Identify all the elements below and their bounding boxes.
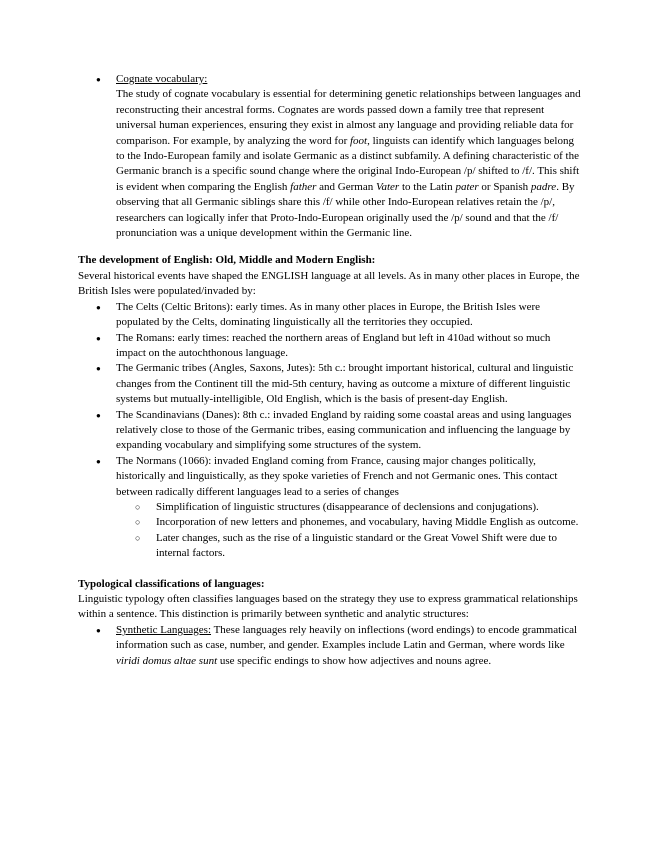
sub-bullet-icon: ○ [135, 501, 141, 512]
bullet-icon: ● [96, 75, 101, 84]
list-item: ● The Germanic tribes (Angles, Saxons, Jutes): 5th c.: brought important historical, cultural and linguistic changes from the Continent till the mid-5th century, having as outcome a mixture of different linguistic systems but mutually-intelligible, Old English, which is the basis of present-day English. [96, 362, 574, 406]
bullet-icon: ● [96, 302, 101, 312]
synthetic-label: Synthetic Languages: [116, 623, 212, 636]
cognate-paragraph: The study of cognate vocabulary is essential for determining genetic relationships between languages and reconstructing their ancestral forms. Cognates are words passed down a family tree that represent universal human experiences, ensuring they exist in almost any language and providing reliable data for comparison. For example, by analyzing the word for foot, linguists can identify which languages belong to the Indo-European family and isolate Germanic as a distinct subfamily. A defining characteristic of the Germanic branch is a specific sound change where the original Indo-European /p/ shifted to /f/. This shift is evident when comparing the English father and German Vater to the Latin pater or Spanish padre. By observing that all Germanic siblings share this /f/ while other Indo-European relatives retain the /p/, researchers can logically infer that Proto-Indo-European originally used the /p/ sound and that the /f/ pronunciation was a unique development within the Germanic line. [116, 88, 581, 240]
bullet-icon: ● [96, 333, 101, 343]
bullet-icon: ● [96, 625, 101, 635]
typology-heading: Typological classifications of languages: [78, 577, 265, 590]
development-heading: The development of English: Old, Middle and Modern English: [78, 254, 376, 267]
bullet-icon: ● [96, 410, 101, 420]
cognate-section [78, 72, 581, 241]
sub-list-item: ○ Incorporation of new letters and phonemes, and vocabulary, having Middle English as outcome. [78, 515, 581, 530]
list-item: ● The Celts (Celtic Britons): early times. As in many other places in Europe, the British Isles were populated by the Celts, dominating linguistically all the territories they occupied. [96, 300, 541, 329]
sub-bullet-icon: ○ [135, 532, 141, 543]
typology-intro: Linguistic typology often classifies languages based on the strategy they use to express grammatical relationships within a sentence. This distinction is primarily between synthetic and analytic structures: [78, 593, 578, 621]
list-item: ● Synthetic Languages: These languages rely heavily on inflections (word endings) to encode grammatical information such as case, number, and gender. Examples include Latin and German, where words like viridi domus altae sunt use specific endings to show how adjectives and nouns agree. [96, 623, 578, 667]
sub-list-item: ○ Simplification of linguistic structures (disappearance of declensions and conjugations). [78, 500, 581, 515]
list-item: ● The Scandinavians (Danes): 8th c.: invaded England by raiding some coastal areas and using languages relatively close to those of the Germanic tribes, easing communication and influencing the language by expanding vocabulary and simplifying some structures of the system. [96, 408, 572, 452]
bullet-icon: ● [96, 364, 101, 374]
development-intro: Several historical events have shaped the ENGLISH language at all levels. As in many other places in Europe, the British Isles were populated/invaded by: [78, 269, 580, 298]
sub-list-item: ○ Later changes, such as the rise of a linguistic standard or the Great Vowel Shift were due to internal factors. [135, 531, 557, 560]
sub-bullet-icon: ○ [135, 517, 141, 528]
list-item: ● The Normans (1066): invaded England coming from France, causing major changes politically, historically and linguistically, as they spoke varieties of French and not Germanic ones. This contact between radically different languages lead to a series of changes [96, 454, 558, 498]
list-item: ● The Romans: early times: reached the northern areas of England but left in 410ad without so much impact on the autochthonous language. [96, 331, 551, 359]
cognate-label: Cognate vocabulary: [116, 73, 208, 85]
bullet-icon: ● [96, 456, 101, 466]
